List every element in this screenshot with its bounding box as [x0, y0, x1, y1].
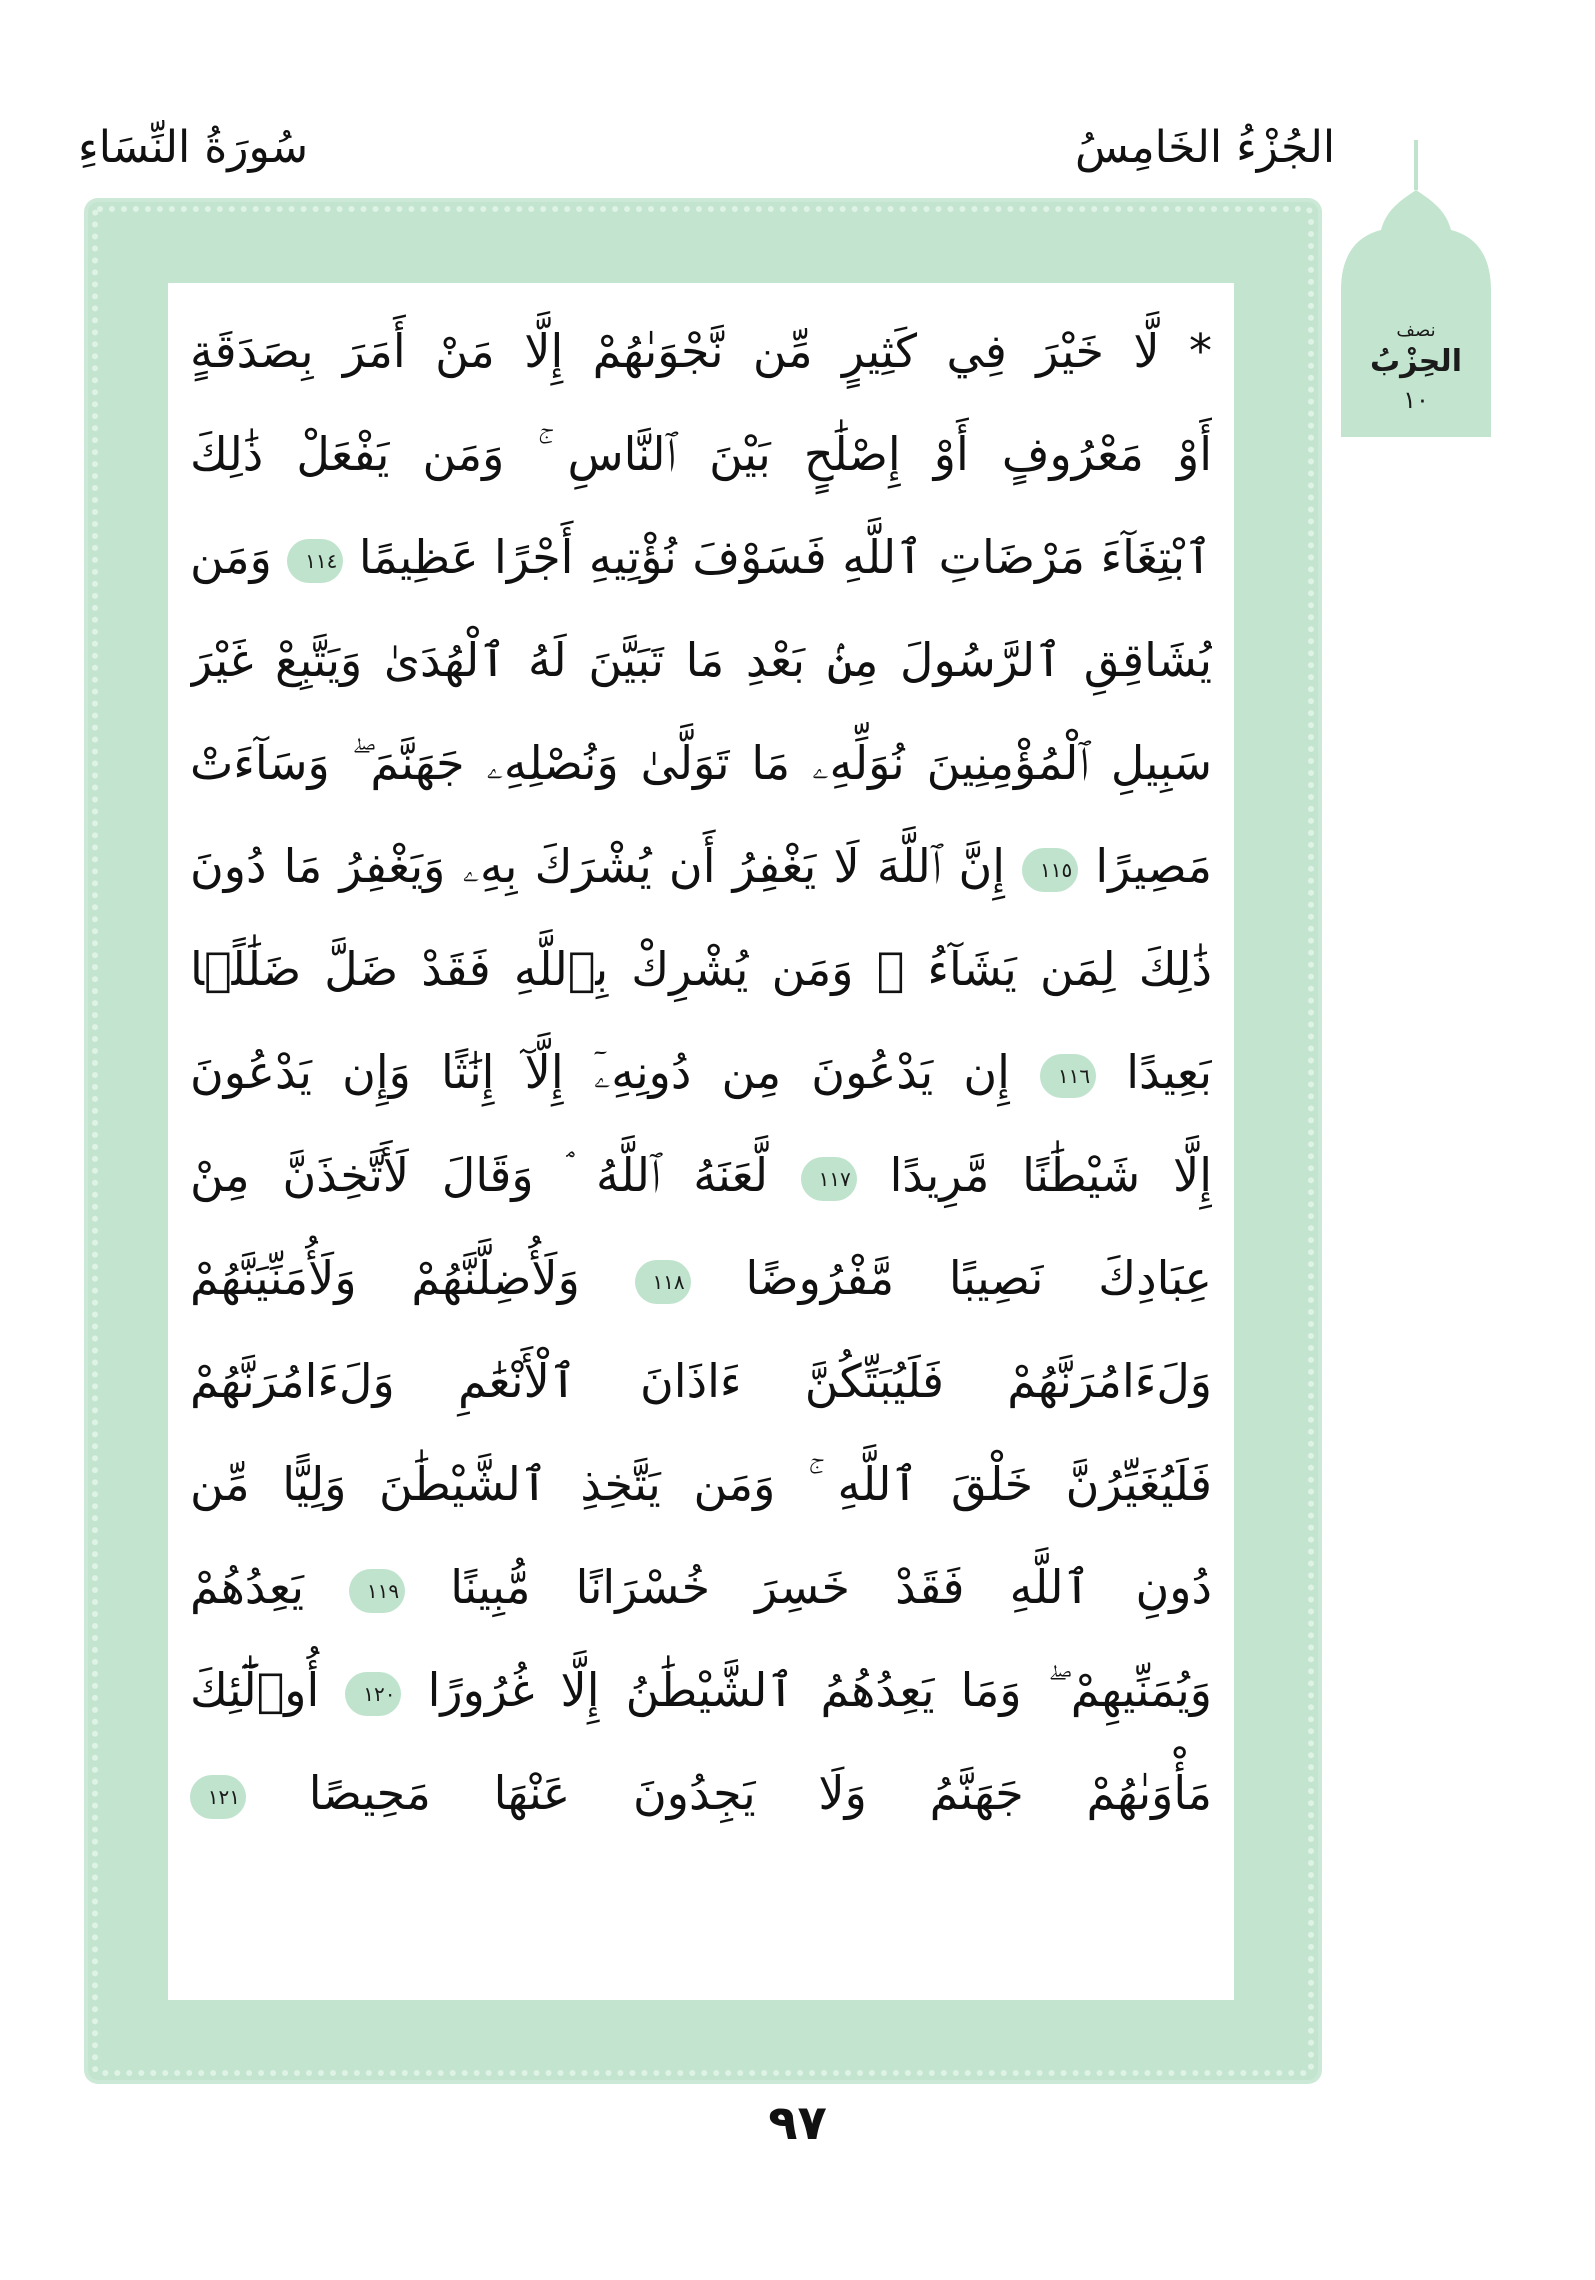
verse-text: أُو۟لَٰٓئِكَ	[190, 1663, 320, 1717]
verse-text: أَوْ مَعْرُوفٍ أَوْ إِصْلَٰحٍ بَيْنَ ٱلنَّاسِ ۚ وَمَن يَفْعَلْ ذَٰلِكَ	[190, 427, 1212, 481]
verse-text: إِن يَدْعُونَ مِن دُونِهِۦٓ إِلَّآ إِنَٰثًا وَإِن يَدْعُونَ	[190, 1045, 1010, 1099]
hizb-number-label: ١٠	[1403, 386, 1429, 414]
verse-text: سَبِيلِ ٱلْمُؤْمِنِينَ نُوَلِّهِۦ مَا تَوَلَّىٰ وَنُصْلِهِۦ جَهَنَّمَ ۖ وَسَآءَتْ	[190, 736, 1212, 790]
verse-text: ذَٰلِكَ لِمَن يَشَآءُ ۚ وَمَن يُشْرِكْ بِٱللَّهِ فَقَدْ ضَلَّ ضَلَٰلًۢا	[190, 942, 1212, 996]
ayah-number-marker: ١١٥	[1022, 848, 1078, 892]
verse-text: دُونِ ٱللَّهِ فَقَدْ خَسِرَ خُسْرَانًا مُّبِينًا	[450, 1560, 1212, 1614]
text-line	[190, 506, 1212, 609]
verse-text: ٱبْتِغَآءَ مَرْضَاتِ ٱللَّهِ فَسَوْفَ نُؤْتِيهِ أَجْرًا عَظِيمًا	[358, 530, 1212, 584]
surah-title: سُورَةُ النِّسَاءِ	[78, 122, 309, 173]
text-line	[190, 609, 1212, 712]
text-line	[190, 1330, 1212, 1433]
verse-text: وَلَءَامُرَنَّهُمْ فَلَيُبَتِّكُنَّ ءَاذَانَ ٱلْأَنْعَٰمِ وَلَءَامُرَنَّهُمْ	[190, 1354, 1212, 1408]
ayah-number-marker: ١٢١	[190, 1775, 246, 1819]
text-line	[190, 1536, 1212, 1639]
text-line	[190, 712, 1212, 815]
verse-text: فَلَيُغَيِّرُنَّ خَلْقَ ٱللَّهِ ۚ وَمَن يَتَّخِذِ ٱلشَّيْطَٰنَ وَلِيًّا مِّن	[190, 1457, 1212, 1511]
text-line	[190, 1021, 1212, 1124]
verse-text: وَمَن	[190, 530, 272, 584]
hizb-marker	[1341, 140, 1491, 437]
hizb-word-label: الحِزْبُ	[1370, 344, 1462, 379]
verse-text: إِلَّا شَيْطَٰنًا مَّرِيدًا	[889, 1148, 1212, 1202]
text-line	[190, 300, 1212, 403]
juz-title: الجُزْءُ الخَامِسُ	[1075, 122, 1336, 173]
verse-text: * لَّا خَيْرَ فِي كَثِيرٍ مِّن نَّجْوَىٰهُمْ إِلَّا مَنْ أَمَرَ بِصَدَقَةٍ	[190, 324, 1212, 378]
text-line	[190, 1433, 1212, 1536]
verse-text: وَلَأُضِلَّنَّهُمْ وَلَأُمَنِّيَنَّهُمْ	[190, 1251, 580, 1305]
verse-text: عِبَادِكَ نَصِيبًا مَّفْرُوضًا	[745, 1251, 1212, 1305]
ayah-number-marker: ١١٤	[287, 539, 343, 583]
text-line	[190, 1639, 1212, 1742]
text-line	[190, 918, 1212, 1021]
verse-text: يُشَاقِقِ ٱلرَّسُولَ مِنۢ بَعْدِ مَا تَبَيَّنَ لَهُ ٱلْهُدَىٰ وَيَتَّبِعْ غَيْرَ	[190, 633, 1212, 687]
verse-text: يَعِدُهُمْ	[190, 1560, 305, 1614]
text-line	[190, 1742, 1212, 1845]
verse-text: إِنَّ ٱللَّهَ لَا يَغْفِرُ أَن يُشْرَكَ بِهِۦ وَيَغْفِرُ مَا دُونَ	[190, 839, 1006, 893]
text-line	[190, 1227, 1212, 1330]
ayah-number-marker: ١١٨	[635, 1260, 691, 1304]
verse-text: لَّعَنَهُ ٱللَّهُ ۘ وَقَالَ لَأَتَّخِذَنَّ مِنْ	[190, 1148, 768, 1202]
text-line	[190, 815, 1212, 918]
ayah-number-marker: ١١٦	[1040, 1054, 1096, 1098]
ayah-number-marker: ١١٩	[349, 1569, 405, 1613]
verse-text: مَصِيرًا	[1095, 839, 1212, 893]
ayah-number-marker: ١٢٠	[345, 1672, 401, 1716]
hizb-half-label: نصف	[1396, 320, 1436, 341]
text-line	[190, 403, 1212, 506]
ayah-number-marker: ١١٧	[801, 1157, 857, 1201]
verse-text: بَعِيدًا	[1126, 1045, 1212, 1099]
verse-text: وَيُمَنِّيهِمْ ۖ وَمَا يَعِدُهُمُ ٱلشَّيْطَٰنُ إِلَّا غُرُورًا	[427, 1663, 1212, 1717]
quran-text-block	[190, 300, 1212, 1845]
verse-text: مَأْوَىٰهُمْ جَهَنَّمُ وَلَا يَجِدُونَ عَنْهَا مَحِيصًا	[308, 1766, 1212, 1820]
text-line	[190, 1124, 1212, 1227]
page-number: ٩٧	[768, 2095, 827, 2151]
